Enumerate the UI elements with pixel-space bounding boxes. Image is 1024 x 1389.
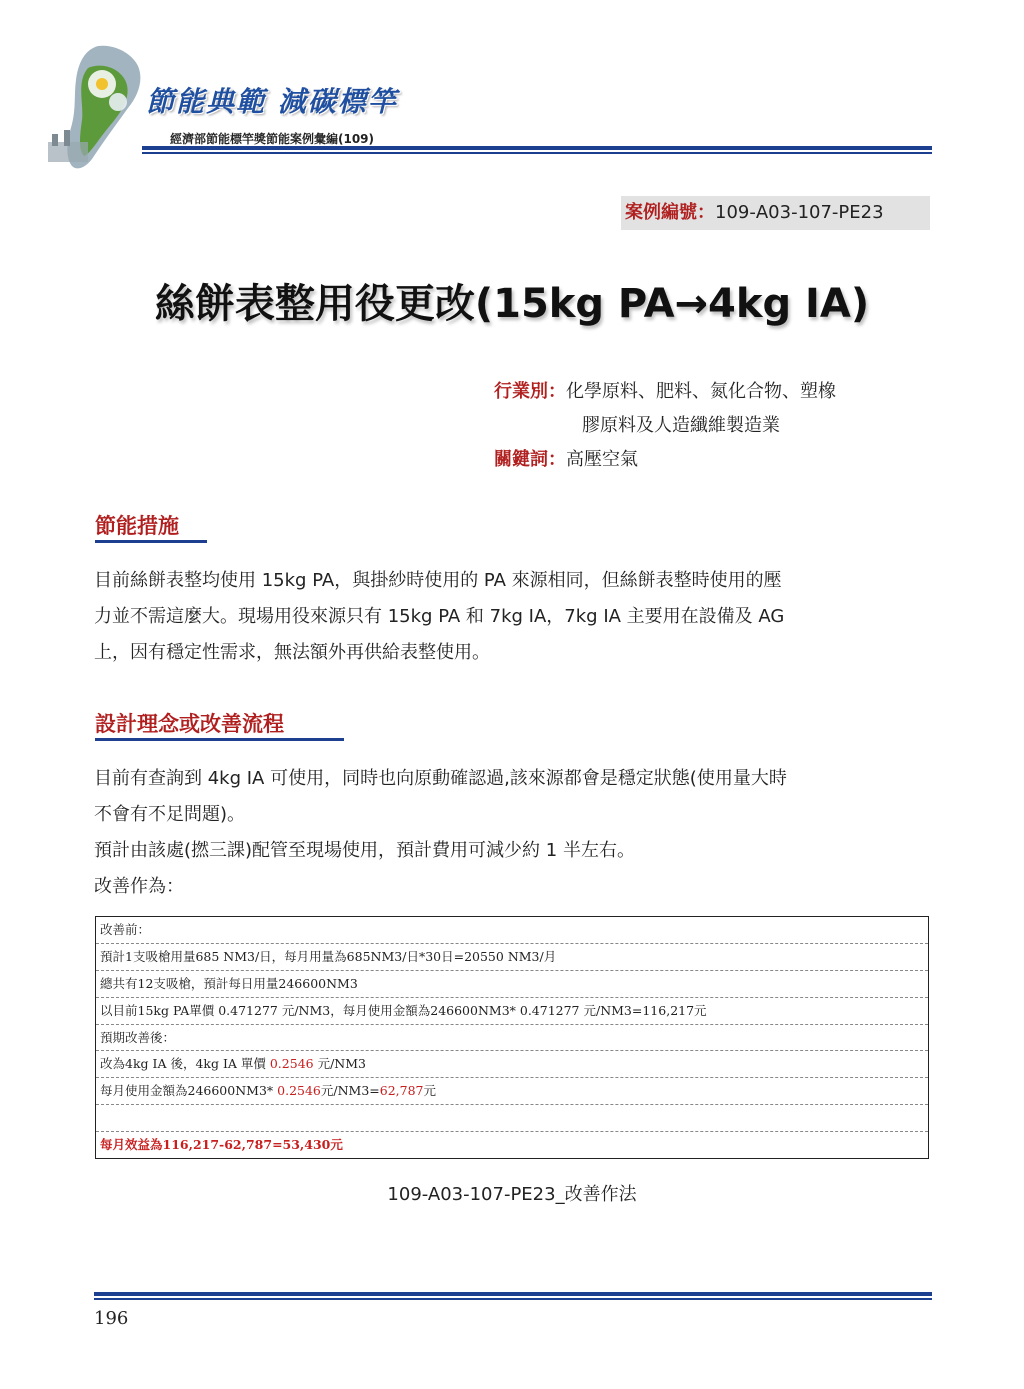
amount-highlight: 62,787 xyxy=(379,1083,424,1099)
section-underline xyxy=(95,540,207,543)
page-title: 絲餅表整用役更改(15kg PA→4kg IA) xyxy=(154,281,870,327)
table-cell: 總共有12支吸槍，預計每日用量246600NM3 xyxy=(100,975,358,991)
calculation-table xyxy=(95,916,929,1159)
figure-caption: 109-A03-107-PE23_改善作法 xyxy=(387,1184,637,1205)
table-cell: 每月使用金額為246600NM3* xyxy=(100,1083,278,1099)
industry-row xyxy=(494,377,836,403)
table-row-summary xyxy=(96,1132,928,1158)
table-row xyxy=(96,917,928,944)
table-cell: 預計1支吸槍用量685 NM3/日，每月用量為685NM3/日*30日=20550 NM3/月 xyxy=(100,948,557,964)
case-number-value: 109-A03-107-PE23 xyxy=(715,202,884,223)
table-row xyxy=(96,1051,928,1078)
table-cell: 預期改善後： xyxy=(100,1029,176,1045)
section-underline xyxy=(95,738,344,741)
benefit-summary: 每月效益為116,217-62,787=53,430元 xyxy=(100,1137,343,1153)
section-measures-body xyxy=(94,563,932,671)
footer-rule xyxy=(94,1292,932,1296)
industry-row-2 xyxy=(582,411,780,437)
brand-title: 節能典範 減碳標竿 xyxy=(146,85,398,118)
header-rule xyxy=(142,146,932,150)
keyword-label: 關鍵詞： xyxy=(494,449,566,470)
table-row xyxy=(96,1078,928,1105)
table-row xyxy=(96,1105,928,1132)
brand-subtitle: 經濟部節能標竿獎節能案例彙編(109) xyxy=(170,132,375,146)
header-rule-thin xyxy=(142,152,932,154)
paragraph-line: 目前有查詢到 4kg IA 可使用，同時也向原動確認過,該來源都會是穩定狀態(使用量大時 xyxy=(94,768,787,789)
table-cell: 改善前： xyxy=(100,922,151,937)
table-cell: 以目前15kg PA單價 0.471277 元/NM3，每月使用金額為246600NM3* 0.471277 元/NM3=116,217元 xyxy=(100,1002,707,1018)
table-cell: 元/NM3= xyxy=(320,1083,380,1099)
keyword-value: 高壓空氣 xyxy=(566,449,638,470)
price-highlight: 0.2546 xyxy=(269,1056,314,1072)
table-row xyxy=(96,971,928,998)
case-number-label: 案例編號： xyxy=(625,202,715,223)
page-number: 196 xyxy=(94,1308,129,1329)
case-number xyxy=(621,196,930,230)
table-row xyxy=(96,944,928,971)
table-cell: 元/NM3 xyxy=(313,1056,366,1072)
industry-value-line2: 膠原料及人造纖維製造業 xyxy=(582,415,780,436)
paragraph-line: 上，因有穩定性需求，無法額外再供給表整使用。 xyxy=(94,642,490,663)
table-cell: 元 xyxy=(423,1083,437,1099)
table-cell: 改為4kg IA 後，4kg IA 單價 xyxy=(100,1056,270,1072)
industry-value-line1: 化學原料、肥料、氮化合物、塑橡 xyxy=(566,381,836,402)
keyword-row xyxy=(494,445,638,471)
section-heading-measures: 節能措施 xyxy=(95,514,179,538)
footer-rule-thin xyxy=(94,1298,932,1300)
price-highlight: 0.2546 xyxy=(277,1083,321,1099)
industry-label: 行業別： xyxy=(494,381,566,402)
table-row xyxy=(96,1025,928,1052)
paragraph-line: 力並不需這麼大。現場用役來源只有 15kg PA 和 7kg IA，7kg IA 主要用在設備及 AG xyxy=(94,606,785,627)
paragraph-line: 不會有不足問題)。 xyxy=(94,804,246,825)
paragraph-line: 目前絲餅表整均使用 15kg PA，與掛紗時使用的 PA 來源相同，但絲餅表整時使用的壓 xyxy=(94,570,782,591)
section-design-body xyxy=(94,761,932,905)
table-row xyxy=(96,998,928,1025)
section-heading-design: 設計理念或改善流程 xyxy=(95,712,284,736)
paragraph-line: 預計由該處(撚三課)配管至現場使用，預計費用可減少約 1 半左右。 xyxy=(94,840,635,861)
paragraph-line: 改善作為： xyxy=(94,876,184,897)
